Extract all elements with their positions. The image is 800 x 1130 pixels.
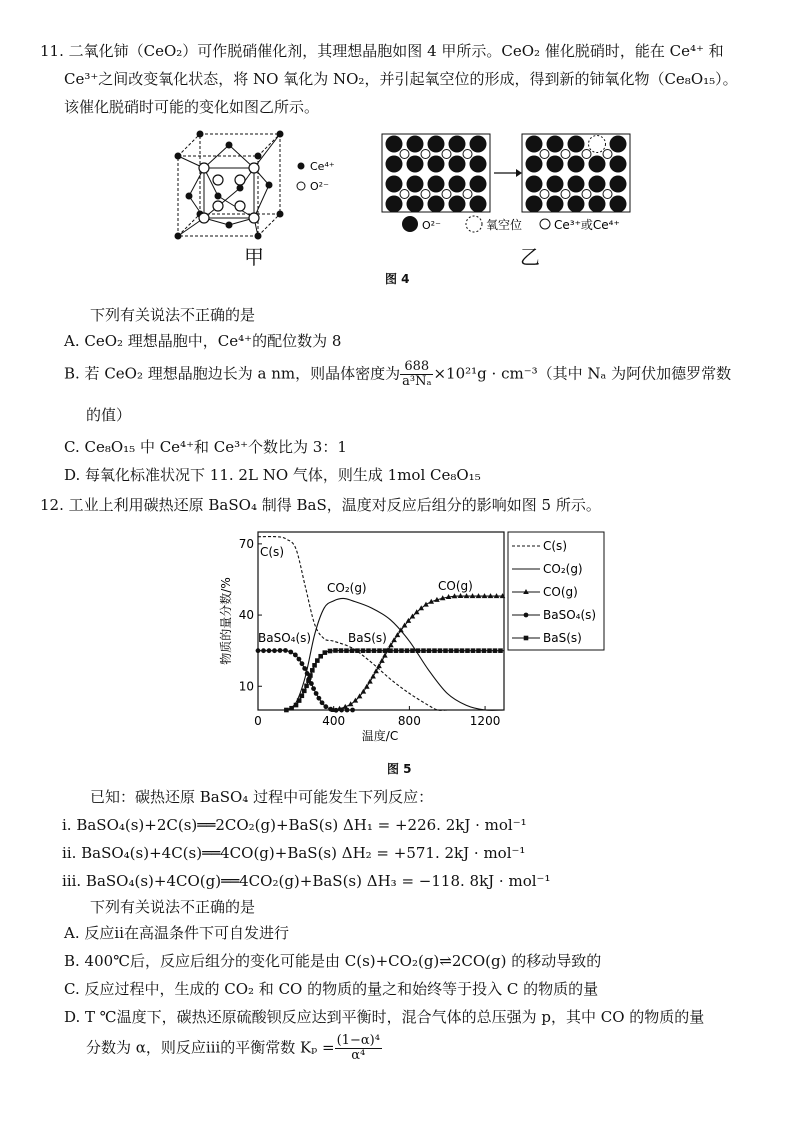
oxide-ion	[610, 196, 627, 213]
marker-bas	[372, 648, 377, 653]
marker-baso4	[288, 650, 293, 655]
density-numerator: 688	[400, 360, 433, 375]
marker-bas	[471, 648, 476, 653]
oxide-ion	[568, 156, 585, 173]
marker-baso4	[350, 708, 355, 713]
marker-bas	[498, 648, 503, 653]
figure-4-unit-cell	[168, 128, 368, 268]
oxide-ion	[610, 176, 627, 193]
marker-co	[379, 658, 385, 663]
cerium-ion	[603, 150, 612, 159]
q11-option-a: A. CeO₂ 理想晶胞中，Ce⁴⁺的配位数为 8	[64, 332, 342, 350]
marker-baso4	[328, 707, 333, 712]
legend-o2-big: O²⁻	[422, 219, 441, 232]
annot-bas: BaS(s)	[348, 631, 387, 645]
oxide-ion	[526, 156, 543, 173]
oxide-ion	[589, 176, 606, 193]
q11-stem-line2: Ce³⁺之间改变氧化状态，将 NO 氧化为 NO₂，并引起氧空位的形成，得到新的铈氧化物（Ce₈O₁₅）。	[64, 70, 738, 88]
marker-bas	[361, 648, 366, 653]
cerium-ion	[400, 150, 409, 159]
oxide-ion	[526, 176, 543, 193]
marker-bas	[443, 648, 448, 653]
marker-bas	[308, 673, 313, 678]
marker-bas	[323, 650, 328, 655]
legend-label-co: CO(g)	[543, 585, 578, 599]
cerium-ion	[442, 190, 451, 199]
x-axis-label: 温度/C	[361, 729, 399, 743]
marker-bas	[399, 648, 404, 653]
marker-bas	[284, 708, 289, 713]
q11-option-b	[64, 360, 731, 389]
y-axis-label: 物质的量分数/%	[219, 577, 233, 665]
oxide-ion	[547, 196, 564, 213]
oxide-ion	[407, 156, 424, 173]
cerium-ion	[603, 190, 612, 199]
marker-bas	[355, 648, 360, 653]
kp-numerator: (1−α)⁴	[336, 1033, 380, 1048]
q12-option-d-line2	[86, 1034, 382, 1063]
x-tick-label: 400	[322, 714, 346, 728]
marker-baso4	[278, 648, 283, 653]
cerium-ion	[540, 150, 549, 159]
cerium-ion	[463, 150, 472, 159]
cerium-ion	[582, 190, 591, 199]
oxide-ion	[449, 136, 466, 153]
reaction-i: ⅰ. BaSO₄(s)+2C(s)══2CO₂(g)+BaS(s) ΔH₁ = +226. 2kJ · mol⁻¹	[62, 816, 527, 834]
q11-option-c: C. Ce₈O₁₅ 中 Ce⁴⁺和 Ce³⁺个数比为 3：1	[64, 438, 347, 456]
marker-baso4	[334, 708, 339, 713]
marker-bas	[304, 684, 309, 689]
kp-fraction	[335, 1034, 382, 1063]
oxide-ion	[386, 136, 403, 153]
q12-option-c: C. 反应过程中，生成的 CO₂ 和 CO 的物质的量之和始终等于投入 C 的物质的量	[64, 980, 599, 998]
marker-baso4	[302, 666, 307, 671]
q11-number: 11.	[40, 42, 64, 60]
marker-baso4	[293, 653, 298, 658]
marker-bas	[302, 689, 307, 694]
legend-ce34: Ce³⁺或Ce⁴⁺	[554, 218, 620, 232]
q12-option-a: A. 反应ⅱ在高温条件下可自发进行	[64, 924, 289, 942]
marker-bas	[328, 649, 333, 654]
legend-vacancy: 氧空位	[486, 218, 523, 232]
legend-marker-bas	[524, 636, 529, 641]
x-tick-label: 800	[397, 714, 421, 728]
legend-label-c: C(s)	[543, 539, 567, 553]
marker-bas	[294, 703, 299, 708]
oxide-ion	[470, 196, 487, 213]
annot-baso4: BaSO₄(s)	[258, 631, 312, 645]
oxide-ion	[428, 196, 445, 213]
marker-baso4	[316, 696, 321, 701]
oxide-ion	[428, 156, 445, 173]
marker-bas	[427, 648, 432, 653]
x-tick-label: 0	[254, 714, 262, 728]
oxide-ion	[449, 156, 466, 173]
q12-number: 12.	[40, 496, 64, 514]
marker-bas	[310, 668, 315, 673]
q12-known: 已知：碳热还原 BaSO₄ 过程中可能发生下列反应：	[90, 788, 434, 806]
q11-line1	[40, 40, 724, 62]
oxide-ion	[449, 176, 466, 193]
oxide-ion	[407, 136, 424, 153]
q11-option-d: D. 每氧化标准状况下 11. 2L NO 气体，则生成 1mol Ce₈O₁₅	[64, 466, 481, 484]
reaction-ii: ⅱ. BaSO₄(s)+4C(s)══4CO(g)+BaS(s) ΔH₂ = +571. 2kJ · mol⁻¹	[62, 844, 526, 862]
cerium-ion	[561, 190, 570, 199]
oxide-ion	[568, 196, 585, 213]
q11-option-b-line2: 的值）	[86, 406, 132, 424]
marker-bas	[344, 648, 349, 653]
y-tick-label: 10	[238, 679, 254, 694]
marker-bas	[306, 678, 311, 683]
figure-5-chart	[210, 526, 610, 756]
oxide-ion	[470, 156, 487, 173]
q12-prompt: 下列有关说法不正确的是	[90, 898, 256, 916]
cerium-ion	[442, 150, 451, 159]
q11-option-b-pre: B. 若 CeO₂ 理想晶胞边长为 a nm，则晶体密度为	[64, 364, 401, 383]
marker-bas	[300, 693, 305, 698]
marker-bas	[350, 648, 355, 653]
marker-baso4	[323, 704, 328, 709]
marker-bas	[318, 654, 323, 659]
marker-bas	[432, 648, 437, 653]
marker-co	[423, 602, 429, 607]
marker-co	[370, 674, 376, 679]
marker-baso4	[300, 661, 305, 666]
oxide-ion	[526, 196, 543, 213]
marker-bas	[421, 648, 426, 653]
oxide-ion	[386, 156, 403, 173]
marker-baso4	[256, 648, 261, 653]
kp-denominator: α⁴	[351, 1048, 366, 1063]
plot-frame	[258, 532, 504, 710]
oxide-ion	[589, 156, 606, 173]
marker-co	[373, 668, 379, 673]
marker-bas	[410, 648, 415, 653]
marker-bas	[476, 648, 481, 653]
marker-co	[376, 663, 382, 668]
q12-option-d-line1: D. T ℃温度下，碳热还原硫酸钡反应达到平衡时，混合气体的总压强为 p，其中 CO 的物质的量	[64, 1008, 705, 1026]
marker-bas	[315, 658, 320, 663]
marker-baso4	[339, 708, 344, 713]
legend-marker-baso4	[524, 613, 529, 618]
lattice-right	[526, 136, 627, 213]
q12-line1	[40, 494, 601, 516]
oxygen-vacancy	[589, 136, 606, 153]
marker-baso4	[283, 648, 288, 653]
oxide-ion	[407, 196, 424, 213]
marker-bas	[493, 648, 498, 653]
reaction-iii: ⅲ. BaSO₄(s)+4CO(g)══4CO₂(g)+BaS(s) ΔH₃ = −118. 8kJ · mol⁻¹	[62, 872, 551, 890]
oxide-ion	[568, 176, 585, 193]
marker-bas	[388, 648, 393, 653]
q12-stem: 工业上利用碳热还原 BaSO₄ 制得 BaS，温度对反应后组分的影响如图 5 所示。	[68, 496, 601, 514]
legend-label-co2: CO₂(g)	[543, 562, 583, 576]
figure-5-caption: 图 5	[387, 762, 412, 776]
oxide-ion	[428, 176, 445, 193]
y-tick-label: 70	[238, 536, 254, 551]
cerium-ion	[582, 150, 591, 159]
marker-bas	[482, 648, 487, 653]
oxide-ion	[547, 136, 564, 153]
y-tick-label: 40	[238, 608, 254, 623]
marker-baso4	[297, 657, 302, 662]
marker-bas	[449, 648, 454, 653]
marker-baso4	[314, 691, 319, 696]
q11-stem-line3: 该催化脱硝时可能的变化如图乙所示。	[64, 98, 320, 116]
annot-co: CO(g)	[438, 579, 473, 593]
marker-bas	[460, 648, 465, 653]
label-jia: 甲	[244, 245, 264, 269]
density-fraction	[400, 360, 433, 389]
q11-prompt: 下列有关说法不正确的是	[90, 306, 256, 324]
marker-baso4	[261, 648, 266, 653]
marker-bas	[289, 706, 294, 711]
cerium-ion	[400, 190, 409, 199]
oxide-ion	[589, 196, 606, 213]
cerium-ion	[421, 150, 430, 159]
q12-option-d-pre: 分数为 α，则反应ⅲ的平衡常数 Kₚ =	[86, 1038, 335, 1057]
q11-stem-line1: 二氧化铈（CeO₂）可作脱硝催化剂，其理想晶胞如图 4 甲所示。CeO₂ 催化脱硝时，能在 Ce⁴⁺ 和	[68, 42, 724, 60]
oxide-ion	[610, 156, 627, 173]
density-denominator: a³Nₐ	[402, 374, 432, 389]
legend-o2: O²⁻	[310, 180, 329, 193]
marker-bas	[333, 648, 338, 653]
marker-co	[382, 653, 388, 658]
legend-label-bas: BaS(s)	[543, 631, 582, 645]
marker-bas	[438, 648, 443, 653]
marker-baso4	[311, 686, 316, 691]
legend-label-baso4: BaSO₄(s)	[543, 608, 597, 622]
oxide-ion	[547, 176, 564, 193]
annot-co2: CO₂(g)	[327, 581, 367, 595]
marker-baso4	[267, 648, 272, 653]
cerium-ion	[421, 190, 430, 199]
oxide-ion	[610, 136, 627, 153]
oxide-ion	[449, 196, 466, 213]
cerium-ion	[540, 190, 549, 199]
marker-bas	[405, 648, 410, 653]
series-line-baso4	[258, 650, 353, 710]
oxide-ion	[470, 136, 487, 153]
marker-bas	[383, 648, 388, 653]
marker-bas	[312, 663, 317, 668]
oxide-ion	[470, 176, 487, 193]
cerium-ion	[561, 150, 570, 159]
marker-bas	[487, 648, 492, 653]
oxide-ion	[568, 136, 585, 153]
marker-bas	[339, 648, 344, 653]
marker-baso4	[345, 708, 350, 713]
figure-4-lattice-change	[380, 132, 660, 247]
oxide-ion	[428, 136, 445, 153]
marker-bas	[394, 648, 399, 653]
marker-bas	[454, 648, 459, 653]
marker-baso4	[320, 700, 325, 705]
marker-bas	[377, 648, 382, 653]
series-line-c	[258, 537, 447, 711]
marker-bas	[465, 648, 470, 653]
q11-option-b-post: ×10²¹g · cm⁻³（其中 Nₐ 为阿伏加德罗常数	[433, 364, 732, 383]
marker-bas	[416, 648, 421, 653]
marker-bas	[297, 698, 302, 703]
marker-co	[348, 701, 354, 706]
label-yi: 乙	[520, 245, 540, 269]
oxide-ion	[386, 196, 403, 213]
annot-c: C(s)	[260, 545, 284, 559]
oxide-ion	[386, 176, 403, 193]
oxide-ion	[407, 176, 424, 193]
marker-bas	[366, 648, 371, 653]
lattice-left	[386, 136, 487, 213]
oxide-ion	[526, 136, 543, 153]
figure-4-caption: 图 4	[385, 272, 410, 286]
cerium-ion	[463, 190, 472, 199]
x-tick-label: 1200	[469, 714, 501, 728]
oxide-ion	[547, 156, 564, 173]
marker-baso4	[272, 648, 277, 653]
q12-option-b: B. 400℃后，反应后组分的变化可能是由 C(s)+CO₂(g)⇌2CO(g) 的移动导致的	[64, 952, 602, 970]
legend-ce4: Ce⁴⁺	[310, 160, 335, 173]
